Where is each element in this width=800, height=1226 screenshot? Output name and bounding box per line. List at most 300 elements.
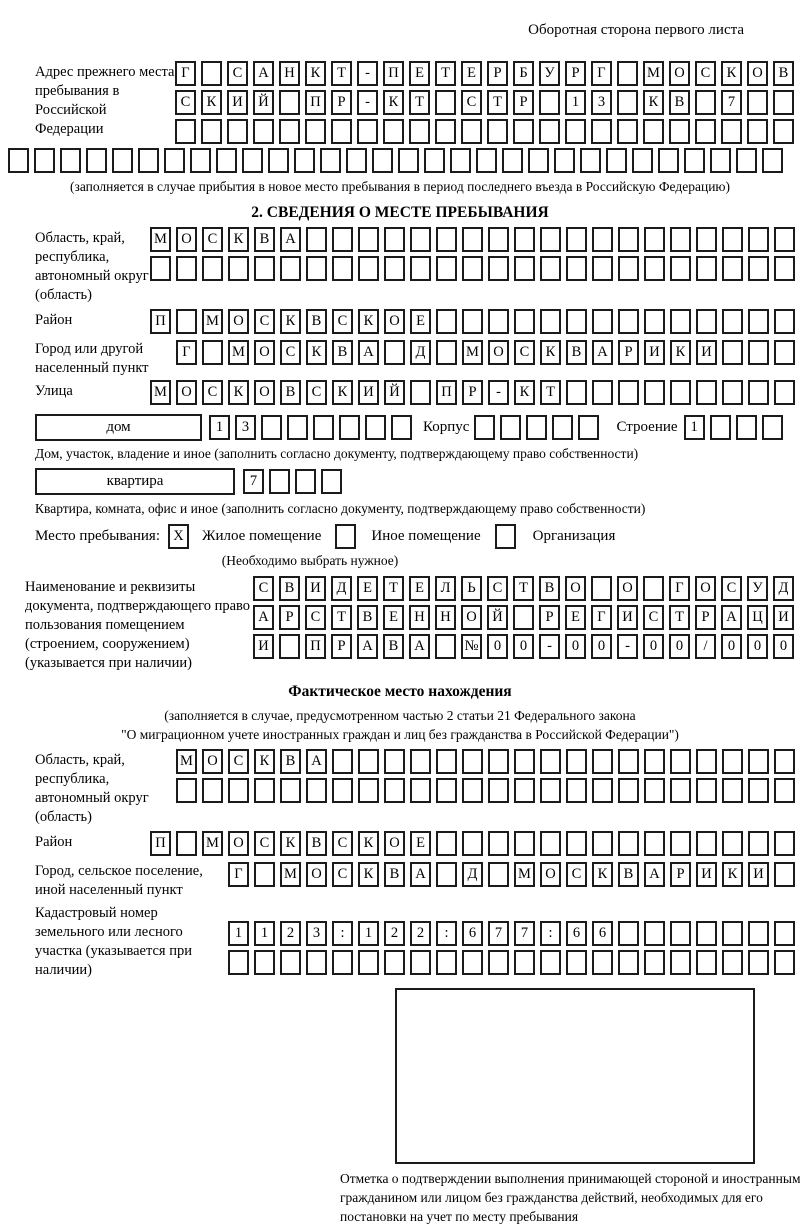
apartment-note: Квартира, комната, офис и иное (заполнить согласно документу, подтверждающему право собственности) xyxy=(35,501,646,516)
char-cell xyxy=(565,119,586,144)
char-cell xyxy=(762,415,783,440)
char-cell xyxy=(591,576,612,601)
char-cell: К xyxy=(383,90,404,115)
char-cell xyxy=(722,256,743,281)
char-cell: У xyxy=(539,61,560,86)
char-cell: К xyxy=(670,340,691,365)
char-cell xyxy=(60,148,81,173)
char-cell: П xyxy=(305,634,326,659)
char-cell xyxy=(384,256,405,281)
field-apartment xyxy=(35,468,800,495)
char-cell xyxy=(722,340,743,365)
char-cell: 1 xyxy=(358,921,379,946)
char-cell xyxy=(500,415,521,440)
char-cell xyxy=(670,309,691,334)
char-cell xyxy=(450,148,471,173)
stroenie-label: Строение xyxy=(616,419,678,435)
char-cell xyxy=(774,256,795,281)
char-cell xyxy=(696,778,717,803)
char-cell: Г xyxy=(228,862,249,887)
char-cell: О xyxy=(228,309,249,334)
char-cell xyxy=(722,309,743,334)
apartment-box-label: квартира xyxy=(35,468,235,495)
char-cell: В xyxy=(279,576,300,601)
char-cell xyxy=(774,749,795,774)
char-cell: № xyxy=(461,634,482,659)
char-cell: И xyxy=(644,340,665,365)
char-cell xyxy=(774,380,795,405)
char-cell xyxy=(176,778,197,803)
char-cell: О xyxy=(747,61,768,86)
char-cell: Т xyxy=(487,90,508,115)
char-cell: А xyxy=(592,340,613,365)
char-cell: С xyxy=(202,380,223,405)
char-cell xyxy=(176,309,197,334)
char-cell xyxy=(150,256,171,281)
char-cell: Т xyxy=(513,576,534,601)
char-cell xyxy=(722,778,743,803)
char-cell xyxy=(331,119,352,144)
char-cell: В xyxy=(669,90,690,115)
char-cell xyxy=(670,921,691,946)
char-cell xyxy=(710,148,731,173)
char-cell xyxy=(462,256,483,281)
char-cell: М xyxy=(280,862,301,887)
char-cell xyxy=(514,831,535,856)
char-cell: Р xyxy=(487,61,508,86)
char-cell xyxy=(644,921,665,946)
char-cell: А xyxy=(721,605,742,630)
char-cell: Р xyxy=(565,61,586,86)
char-cell: С xyxy=(332,862,353,887)
char-cell xyxy=(618,309,639,334)
char-cell: 0 xyxy=(487,634,508,659)
char-cell xyxy=(216,148,237,173)
char-cell xyxy=(526,415,547,440)
char-cell xyxy=(462,831,483,856)
char-cell: С xyxy=(228,749,249,774)
char-cell: М xyxy=(150,380,171,405)
field-cadastre xyxy=(0,902,800,980)
char-cell: 1 xyxy=(565,90,586,115)
char-cell: С xyxy=(254,831,275,856)
char-cell xyxy=(670,831,691,856)
char-row xyxy=(176,749,800,774)
char-cell xyxy=(774,921,795,946)
char-cell: П xyxy=(150,309,171,334)
char-cell xyxy=(566,749,587,774)
char-cell: О xyxy=(306,862,327,887)
char-cell xyxy=(528,148,549,173)
char-cell: О xyxy=(384,309,405,334)
char-cell xyxy=(495,524,516,549)
char-cell xyxy=(254,778,275,803)
char-cell xyxy=(670,256,691,281)
char-cell: К xyxy=(592,862,613,887)
char-cell: В xyxy=(539,576,560,601)
char-row xyxy=(243,469,347,494)
house-note: Дом, участок, владение и иное (заполнить согласно документу, подтверждающему право собственности) xyxy=(35,446,639,461)
char-cell: 6 xyxy=(592,921,613,946)
char-cell xyxy=(774,309,795,334)
char-cell xyxy=(201,61,222,86)
char-cell: У xyxy=(747,576,768,601)
char-cell xyxy=(514,227,535,252)
char-cell xyxy=(618,256,639,281)
char-cell xyxy=(514,778,535,803)
char-cell xyxy=(487,119,508,144)
char-cell xyxy=(592,256,613,281)
char-cell: В xyxy=(384,862,405,887)
char-cell xyxy=(461,119,482,144)
char-cell: П xyxy=(150,831,171,856)
char-cell: И xyxy=(358,380,379,405)
ownership-document-label: Наименование и реквизиты документа, подтверждающего право пользования помещением (строением, сооружением) (указывается при наличии) xyxy=(25,579,251,671)
char-cell: 7 xyxy=(488,921,509,946)
char-cell: М xyxy=(176,749,197,774)
char-cell: : xyxy=(540,921,561,946)
char-cell: К xyxy=(280,831,301,856)
char-cell xyxy=(279,634,300,659)
char-cell xyxy=(566,256,587,281)
char-cell xyxy=(566,380,587,405)
char-cell xyxy=(242,148,263,173)
char-cell: С xyxy=(461,90,482,115)
char-cell xyxy=(410,227,431,252)
char-cell xyxy=(632,148,653,173)
char-row xyxy=(228,950,800,975)
char-cell xyxy=(358,950,379,975)
char-cell xyxy=(436,831,457,856)
char-cell: С xyxy=(487,576,508,601)
char-cell xyxy=(175,119,196,144)
char-row xyxy=(209,415,417,440)
char-cell xyxy=(398,148,419,173)
char-cell xyxy=(435,90,456,115)
char-cell xyxy=(774,340,795,365)
char-cell: : xyxy=(332,921,353,946)
char-cell: 0 xyxy=(591,634,612,659)
char-cell: Т xyxy=(409,90,430,115)
char-row xyxy=(175,119,799,144)
char-cell xyxy=(773,90,794,115)
char-cell xyxy=(552,415,573,440)
char-cell xyxy=(488,256,509,281)
char-cell: С xyxy=(280,340,301,365)
char-cell xyxy=(539,90,560,115)
checkbox-organization xyxy=(495,524,521,549)
char-cell: К xyxy=(254,749,275,774)
char-cell xyxy=(306,950,327,975)
char-cell: О xyxy=(565,576,586,601)
char-cell: О xyxy=(488,340,509,365)
char-cell: К xyxy=(643,90,664,115)
char-cell xyxy=(357,119,378,144)
char-cell: Б xyxy=(513,61,534,86)
char-cell xyxy=(580,148,601,173)
char-cell: Ь xyxy=(461,576,482,601)
char-cell: - xyxy=(617,634,638,659)
char-cell: 3 xyxy=(235,415,256,440)
char-cell xyxy=(313,415,334,440)
char-cell: Е xyxy=(410,309,431,334)
char-cell: 3 xyxy=(591,90,612,115)
char-cell: С xyxy=(202,227,223,252)
char-cell: Е xyxy=(461,61,482,86)
char-cell xyxy=(409,119,430,144)
char-cell: И xyxy=(227,90,248,115)
char-cell: О xyxy=(202,749,223,774)
char-cell xyxy=(566,227,587,252)
char-cell: Е xyxy=(409,61,430,86)
char-cell xyxy=(462,309,483,334)
char-cell xyxy=(695,119,716,144)
char-cell xyxy=(261,415,282,440)
char-cell: Н xyxy=(279,61,300,86)
city-actual-label: Город, сельское поселение, иной населенный пункт xyxy=(35,863,203,898)
char-cell xyxy=(696,749,717,774)
char-cell xyxy=(710,415,731,440)
char-cell xyxy=(332,256,353,281)
char-cell xyxy=(618,380,639,405)
char-cell xyxy=(294,148,315,173)
char-cell xyxy=(774,778,795,803)
char-cell xyxy=(747,90,768,115)
char-cell xyxy=(618,921,639,946)
char-cell: В xyxy=(254,227,275,252)
char-cell: И xyxy=(617,605,638,630)
char-cell: М xyxy=(150,227,171,252)
char-cell: М xyxy=(202,831,223,856)
char-cell: С xyxy=(566,862,587,887)
confirmation-mark-box xyxy=(395,988,755,1164)
char-cell: О xyxy=(384,831,405,856)
char-cell xyxy=(138,148,159,173)
char-row xyxy=(684,415,788,440)
char-cell xyxy=(658,148,679,173)
char-cell: М xyxy=(643,61,664,86)
char-row xyxy=(150,831,800,856)
char-cell: А xyxy=(253,605,274,630)
char-cell xyxy=(488,749,509,774)
field-city xyxy=(0,340,800,378)
char-cell xyxy=(34,148,55,173)
char-cell: К xyxy=(201,90,222,115)
char-cell: И xyxy=(773,605,794,630)
char-cell: 2 xyxy=(280,921,301,946)
char-cell xyxy=(748,227,769,252)
char-row xyxy=(176,778,800,803)
char-cell xyxy=(748,380,769,405)
char-cell xyxy=(514,309,535,334)
char-row xyxy=(150,380,800,405)
char-cell xyxy=(280,256,301,281)
char-cell xyxy=(228,256,249,281)
char-cell xyxy=(462,778,483,803)
option-residential-label: Жилое помещение xyxy=(202,528,322,544)
char-cell xyxy=(202,340,223,365)
char-cell: Р xyxy=(331,634,352,659)
char-cell xyxy=(696,309,717,334)
char-cell xyxy=(736,148,757,173)
char-cell xyxy=(696,256,717,281)
char-cell xyxy=(474,415,495,440)
char-cell xyxy=(722,831,743,856)
char-row xyxy=(175,90,799,115)
char-cell xyxy=(410,950,431,975)
stay-place-label: Место пребывания: xyxy=(35,528,160,544)
char-row xyxy=(150,309,800,334)
char-cell: И xyxy=(305,576,326,601)
field-city-actual xyxy=(0,862,800,900)
char-cell: А xyxy=(358,340,379,365)
char-cell xyxy=(748,749,769,774)
field-region-actual xyxy=(0,749,800,827)
region-label: Область, край, республика, автономный округ (область) xyxy=(35,230,149,303)
char-cell: 1 xyxy=(684,415,705,440)
char-cell xyxy=(774,831,795,856)
char-cell xyxy=(502,148,523,173)
char-cell: О xyxy=(254,340,275,365)
char-cell xyxy=(320,148,341,173)
char-cell xyxy=(540,256,561,281)
char-cell: Р xyxy=(670,862,691,887)
char-cell xyxy=(748,309,769,334)
char-cell xyxy=(306,227,327,252)
char-cell: Д xyxy=(331,576,352,601)
char-cell xyxy=(228,778,249,803)
char-cell xyxy=(670,380,691,405)
char-cell: М xyxy=(202,309,223,334)
char-cell xyxy=(383,119,404,144)
char-cell xyxy=(435,634,456,659)
char-cell xyxy=(384,340,405,365)
char-cell xyxy=(384,950,405,975)
char-cell: Д xyxy=(410,340,431,365)
prev-address-note: (заполняется в случае прибытия в новое место пребывания в период последнего въезда в Российскую Федерацию) xyxy=(69,179,731,194)
field-house xyxy=(35,414,800,441)
char-cell xyxy=(618,749,639,774)
char-cell: М xyxy=(462,340,483,365)
char-cell: В xyxy=(357,605,378,630)
char-cell xyxy=(539,119,560,144)
char-cell: 2 xyxy=(384,921,405,946)
char-cell xyxy=(695,90,716,115)
char-cell: В xyxy=(566,340,587,365)
char-cell xyxy=(305,119,326,144)
char-cell xyxy=(201,119,222,144)
char-cell: С xyxy=(643,605,664,630)
char-cell xyxy=(164,148,185,173)
char-cell: Е xyxy=(565,605,586,630)
char-cell xyxy=(554,148,575,173)
char-cell: К xyxy=(540,340,561,365)
char-cell xyxy=(436,950,457,975)
char-cell: П xyxy=(305,90,326,115)
char-cell xyxy=(748,950,769,975)
char-cell: 3 xyxy=(306,921,327,946)
section3-note-1: (заполняется в случае, предусмотренном частью 2 статьи 21 Федерального закона xyxy=(164,708,636,723)
char-cell xyxy=(644,227,665,252)
char-cell xyxy=(566,778,587,803)
section2-title: 2. СВЕДЕНИЯ О МЕСТЕ ПРЕБЫВАНИЯ xyxy=(251,204,549,221)
char-cell: Г xyxy=(176,340,197,365)
char-cell xyxy=(540,227,561,252)
house-box-label: дом xyxy=(35,414,202,441)
char-cell xyxy=(618,950,639,975)
char-cell xyxy=(748,831,769,856)
char-cell xyxy=(268,148,289,173)
char-cell xyxy=(670,749,691,774)
char-cell xyxy=(176,831,197,856)
char-cell xyxy=(410,749,431,774)
char-cell: К xyxy=(332,380,353,405)
char-cell xyxy=(176,256,197,281)
char-cell xyxy=(435,119,456,144)
char-cell xyxy=(592,380,613,405)
char-cell: Р xyxy=(279,605,300,630)
char-cell: 0 xyxy=(721,634,742,659)
char-cell xyxy=(190,148,211,173)
char-cell xyxy=(644,256,665,281)
section3-title: Фактическое место нахождения xyxy=(288,683,512,700)
char-cell: П xyxy=(383,61,404,86)
char-cell: 0 xyxy=(565,634,586,659)
char-cell xyxy=(488,950,509,975)
char-cell xyxy=(670,950,691,975)
char-cell xyxy=(514,950,535,975)
region-actual-grid xyxy=(176,749,800,807)
char-cell: К xyxy=(228,227,249,252)
char-cell xyxy=(332,778,353,803)
char-cell: А xyxy=(410,862,431,887)
char-cell xyxy=(488,227,509,252)
char-cell: / xyxy=(695,634,716,659)
char-cell xyxy=(384,227,405,252)
char-cell xyxy=(488,862,509,887)
char-cell xyxy=(722,921,743,946)
city-label: Город или другой населенный пункт xyxy=(35,341,149,376)
char-cell xyxy=(436,862,457,887)
char-cell: Р xyxy=(695,605,716,630)
char-cell xyxy=(540,749,561,774)
char-cell: Т xyxy=(669,605,690,630)
char-cell: С xyxy=(514,340,535,365)
char-cell: Р xyxy=(462,380,483,405)
char-cell: С xyxy=(332,309,353,334)
char-cell: В xyxy=(280,380,301,405)
char-cell: С xyxy=(305,605,326,630)
char-cell: К xyxy=(358,862,379,887)
option-other-premises-label: Иное помещение xyxy=(371,528,481,544)
char-cell xyxy=(228,950,249,975)
char-cell: 0 xyxy=(773,634,794,659)
char-cell xyxy=(540,831,561,856)
char-cell: О xyxy=(695,576,716,601)
char-cell xyxy=(774,862,795,887)
char-cell: Й xyxy=(253,90,274,115)
char-cell xyxy=(112,148,133,173)
cadastre-label: Кадастровый номер земельного или лесного участка (указывается при наличии) xyxy=(35,905,192,978)
char-cell: Н xyxy=(409,605,430,630)
char-cell: Т xyxy=(331,605,352,630)
char-cell: Н xyxy=(435,605,456,630)
char-cell xyxy=(358,227,379,252)
char-cell xyxy=(748,921,769,946)
char-cell: Т xyxy=(435,61,456,86)
char-cell: К xyxy=(514,380,535,405)
district-label: Район xyxy=(35,312,73,328)
